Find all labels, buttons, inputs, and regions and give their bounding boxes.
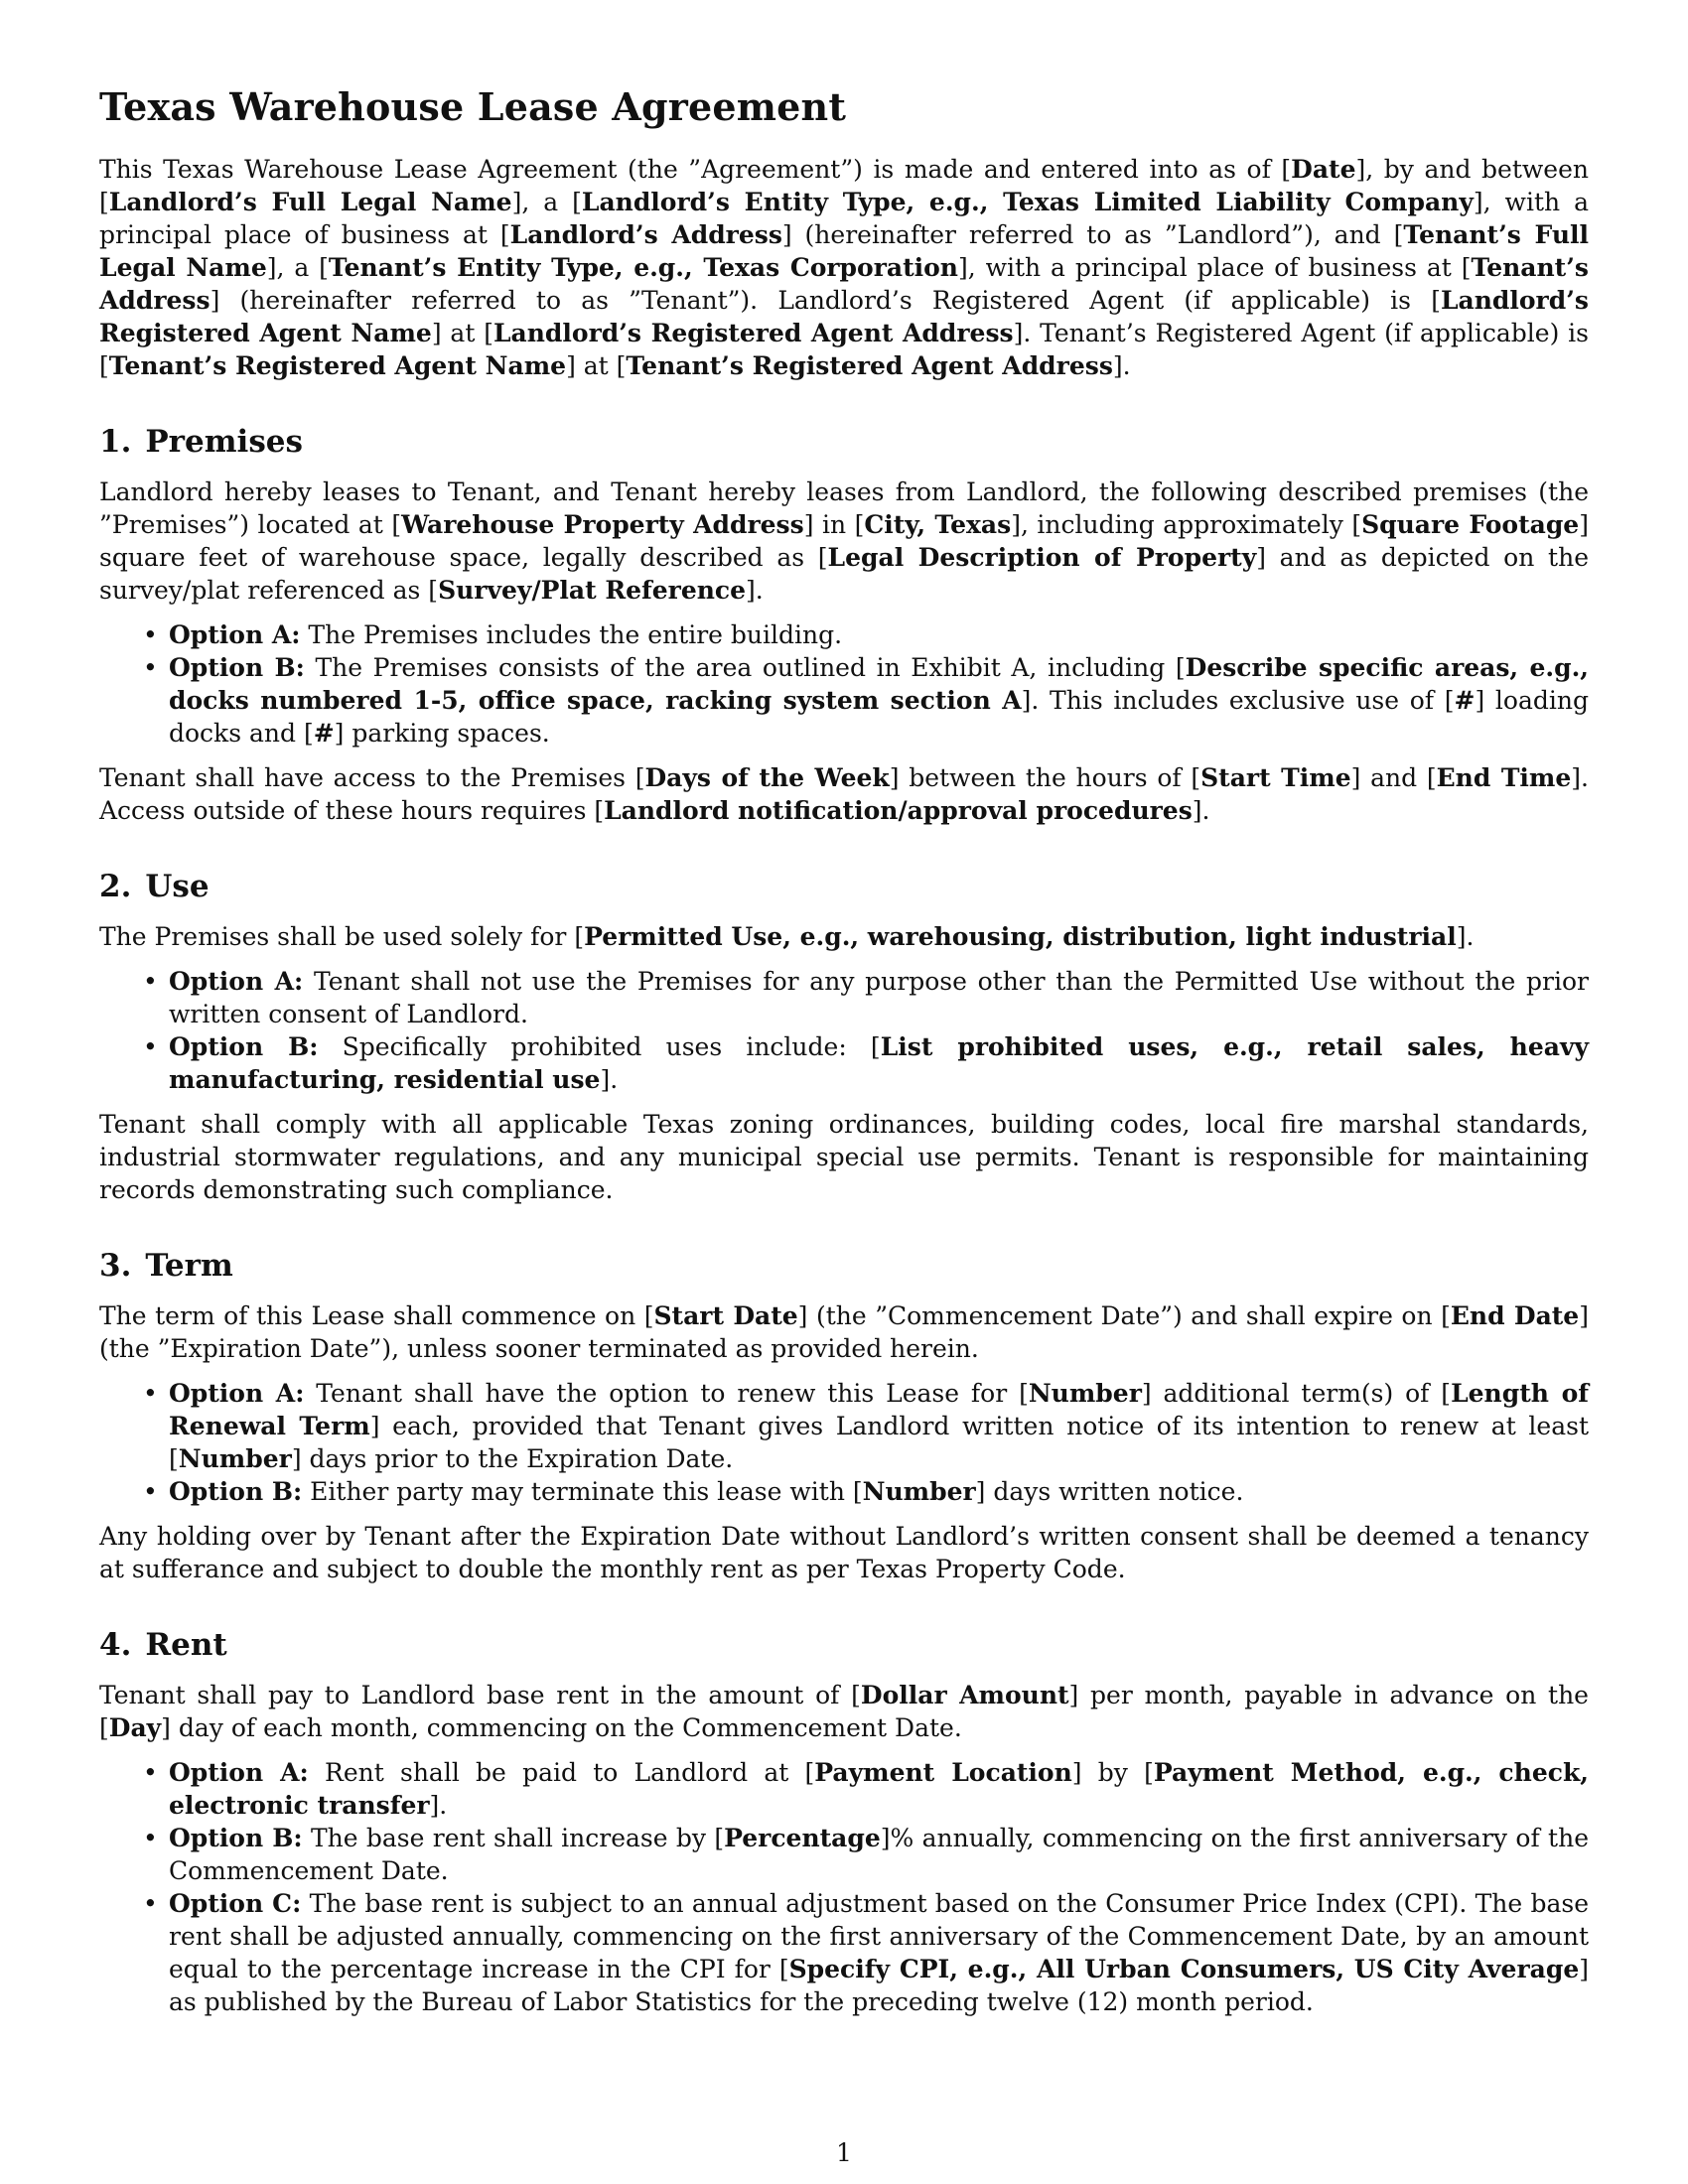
placeholder-field: Option B: <box>169 1032 319 1061</box>
placeholder-field: Days of the Week <box>644 763 890 792</box>
placeholder-field: Describe specific areas, e.g., docks numbered 1-5, office space, racking system section A <box>169 653 1589 715</box>
section-paragraph: Tenant shall comply with all applicable Texas zoning ordinances, building codes, local fire marshal standards, industrial stormwater regulations, and any municipal special use permits. Tenant is responsible for maintaining records demonstrating such compliance. <box>99 1110 1589 1204</box>
intro-paragraph: This Texas Warehouse Lease Agreement (the ”Agreement”) is made and entered into as of [Date], by and between [Landlord’s Full Legal Name], a [Landlord’s Entity Type, e.g., Texas Limited Liability Company], with a principal place of business at [Landlord’s Address] (hereinafter referred to as ”Landlord”), and [Tenant’s Full Legal Name], a [Tenant’s Entity Type, e.g., Texas Corporation], with a principal place of business at [Tenant’s Address] (hereinafter referred to as ”Tenant”). Landlord’s Registered Agent (if applicable) is [Landlord’s Registered Agent Name] at [Landlord’s Registered Agent Address]. Tenant’s Registered Agent (if applicable) is [Tenant’s Registered Agent Name] at [Tenant’s Registered Agent Address]. <box>99 155 1590 380</box>
option-list-item: • Option A: Tenant shall not use the Premises for any purpose other than the Permitted Use without the prior written consent of Landlord. <box>169 965 1589 1030</box>
section-title: Term <box>145 1248 233 1284</box>
option-list-item: • Option C: The base rent is subject to an annual adjustment based on the Consumer Price Index (CPI). The base rent shall be adjusted annually, commencing on the first anniversary of the Commencement Date, by an amount equal to the percentage increase in the CPI for [Specify CPI, e.g., All Urban Consumers, US City Average] as published by the Bureau of Labor Statistics for the preceding twelve (12) month period. <box>169 1887 1589 2018</box>
placeholder-field: Permitted Use, e.g., warehousing, distribution, light industrial <box>584 922 1457 951</box>
option-list-item: • Option A: Tenant shall have the option to renew this Lease for [Number] additional term(s) of [Length of Renewal Term] each, provided that Tenant gives Landlord written notice of its intention to renew at least [Number] days prior to the Expiration Date. <box>169 1377 1589 1475</box>
document-title: Texas Warehouse Lease Agreement <box>99 84 847 129</box>
document-page <box>99 83 1589 2030</box>
section-heading <box>99 1625 1589 1665</box>
placeholder-field: Percentage <box>724 1824 881 1852</box>
placeholder-field: Warehouse Property Address <box>401 510 804 539</box>
option-list <box>99 965 1589 1096</box>
section-paragraph: The term of this Lease shall commence on [Start Date] (the ”Commencement Date”) and shall expire on [End Date] (the ”Expiration Date”), unless sooner terminated as provided herein. <box>99 1301 1589 1363</box>
placeholder-field: Landlord’s Address <box>509 220 782 249</box>
placeholder-field: # <box>313 719 335 748</box>
option-list-item: • Option B: The base rent shall increase by [Percentage]% annually, commencing on the first anniversary of the Commencement Date. <box>169 1822 1589 1887</box>
placeholder-field: Survey/Plat Reference <box>438 576 747 605</box>
placeholder-field: Tenant’s Registered Agent Address <box>626 351 1113 380</box>
option-list <box>99 1377 1589 1508</box>
placeholder-field: End Time <box>1436 763 1572 792</box>
placeholder-field: End Date <box>1450 1301 1580 1330</box>
option-list-item: • Option B: Specifically prohibited uses include: [List prohibited uses, e.g., retail sales, heavy manufacturing, residential use]. <box>169 1030 1589 1096</box>
section-paragraph: Any holding over by Tenant after the Expiration Date without Landlord’s written consent shall be deemed a tenancy at sufferance and subject to double the monthly rent as per Texas Property Code. <box>99 1522 1589 1583</box>
placeholder-field: Option B: <box>169 1824 303 1852</box>
section-title: Premises <box>145 424 303 460</box>
placeholder-field: Option A: <box>169 620 301 649</box>
placeholder-field: Dollar Amount <box>860 1681 1069 1709</box>
placeholder-field: Date <box>1291 155 1356 184</box>
section-title: Use <box>145 869 210 904</box>
placeholder-field: Payment Method, e.g., check, electronic transfer <box>169 1758 1589 1820</box>
placeholder-field: City, Texas <box>864 510 1012 539</box>
placeholder-field: Option A: <box>169 1758 309 1787</box>
placeholder-field: Landlord’s Registered Agent Address <box>492 319 1014 347</box>
placeholder-field: Tenant’s Address <box>99 253 1589 315</box>
placeholder-field: Payment Location <box>814 1758 1072 1787</box>
sections-container <box>99 422 1589 2018</box>
placeholder-field: Landlord’s Full Legal Name <box>108 188 512 216</box>
placeholder-field: Legal Description of Property <box>827 543 1257 572</box>
placeholder-field: Landlord’s Registered Agent Name <box>99 286 1589 347</box>
section-number: 1. <box>99 424 132 460</box>
placeholder-field: Square Footage <box>1361 510 1580 539</box>
page-number: 1 <box>836 2138 852 2167</box>
placeholder-field: List prohibited uses, e.g., retail sales, heavy manufacturing, residential use <box>169 1032 1590 1094</box>
section-number: 4. <box>99 1627 132 1663</box>
option-list <box>99 618 1589 750</box>
placeholder-field: Specify CPI, e.g., All Urban Consumers, US City Average <box>788 1955 1580 1983</box>
option-list-item: • Option A: The Premises includes the entire building. <box>169 618 1589 651</box>
option-list <box>99 1756 1589 2018</box>
section-heading <box>99 1246 1589 1286</box>
section-title: Rent <box>145 1627 227 1663</box>
placeholder-field: Tenant’s Entity Type, e.g., Texas Corporation <box>328 253 958 282</box>
placeholder-field: Landlord notification/approval procedures <box>604 796 1193 825</box>
section-paragraph: The Premises shall be used solely for [Permitted Use, e.g., warehousing, distribution, light industrial]. <box>99 922 1475 951</box>
placeholder-field: Option A: <box>169 1379 305 1408</box>
placeholder-field: Number <box>862 1477 976 1506</box>
placeholder-field: Start Time <box>1200 763 1351 792</box>
section-heading <box>99 867 1589 906</box>
option-list-item: • Option B: Either party may terminate this lease with [Number] days written notice. <box>169 1475 1589 1508</box>
placeholder-field: Landlord’s Entity Type, e.g., Texas Limited Liability Company <box>581 188 1474 216</box>
placeholder-field: Start Date <box>653 1301 798 1330</box>
placeholder-field: Option B: <box>169 653 305 682</box>
placeholder-field: Option C: <box>169 1889 302 1918</box>
placeholder-field: Option B: <box>169 1477 303 1506</box>
option-list-item: • Option A: Rent shall be paid to Landlord at [Payment Location] by [Payment Method, e.g., check, electronic transfer]. <box>169 1756 1589 1822</box>
placeholder-field: Number <box>178 1444 292 1473</box>
placeholder-field: # <box>1454 686 1476 715</box>
section-paragraph: Tenant shall pay to Landlord base rent in the amount of [Dollar Amount] per month, payable in advance on the [Day] day of each month, commencing on the Commencement Date. <box>99 1681 1589 1742</box>
section-number: 2. <box>99 869 132 904</box>
section-heading <box>99 422 1589 462</box>
section-number: 3. <box>99 1248 132 1284</box>
option-list-item: • Option B: The Premises consists of the area outlined in Exhibit A, including [Describe specific areas, e.g., docks numbered 1-5, office space, racking system section A]. This includes exclusive use of [#] loading docks and [#] parking spaces. <box>169 651 1589 750</box>
placeholder-field: Length of Renewal Term <box>169 1379 1589 1440</box>
placeholder-field: Day <box>108 1713 162 1742</box>
placeholder-field: Tenant’s Full Legal Name <box>99 220 1589 282</box>
section-paragraph: Tenant shall have access to the Premises [Days of the Week] between the hours of [Start Time] and [End Time]. Access outside of these hours requires [Landlord notification/approval procedures]. <box>99 763 1589 825</box>
section-paragraph: Landlord hereby leases to Tenant, and Tenant hereby leases from Landlord, the following described premises (the ”Premises”) located at [Warehouse Property Address] in [City, Texas], including approximately [Square Footage] square feet of warehouse space, legally described as [Legal Description of Property] and as depicted on the survey/plat referenced as [Survey/Plat Reference]. <box>99 478 1589 605</box>
placeholder-field: Option A: <box>169 967 304 996</box>
placeholder-field: Number <box>1028 1379 1142 1408</box>
placeholder-field: Tenant’s Registered Agent Name <box>108 351 567 380</box>
